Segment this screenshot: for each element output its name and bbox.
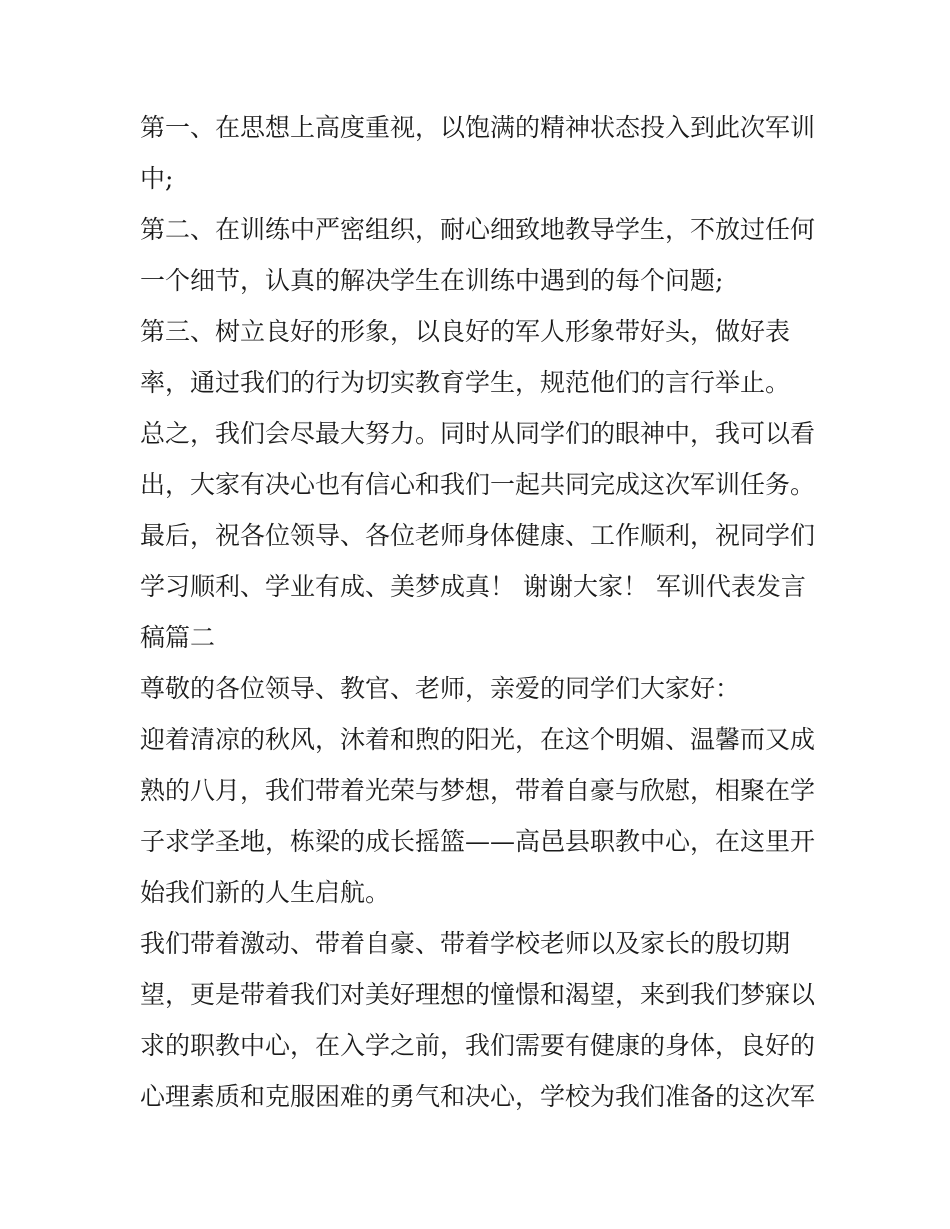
- text-line: 中;: [140, 164, 174, 193]
- text-line: 子求学圣地，栋梁的成长摇篮——高邑县职教中心，在这里开: [140, 827, 816, 856]
- text-line: 第一、在思想上高度重视，以饱满的精神状态投入到此次军训: [140, 113, 816, 142]
- text-line: 熟的八月，我们带着光荣与梦想，带着自豪与欣慰，相聚在学: [140, 776, 816, 805]
- document-body: [140, 102, 820, 1122]
- text-line: 第二、在训练中严密组织，耐心细致地教导学生，不放过任何: [140, 215, 816, 244]
- text-line: 最后，祝各位领导、各位老师身体健康、工作顺利，祝同学们: [140, 521, 816, 550]
- text-line: 第三、树立良好的形象，以良好的军人形象带好头，做好表: [140, 317, 791, 346]
- text-line: 迎着清凉的秋风，沐着和煦的阳光，在这个明媚、温馨而又成: [140, 725, 816, 754]
- text-line: 一个细节，认真的解决学生在训练中遇到的每个问题;: [140, 266, 724, 295]
- text-line: 心理素质和克服困难的勇气和决心，学校为我们准备的这次军: [140, 1082, 816, 1111]
- text-line: 望，更是带着我们对美好理想的憧憬和渴望，来到我们梦寐以: [140, 980, 816, 1009]
- text-line: 总之，我们会尽最大努力。同时从同学们的眼神中，我可以看: [140, 419, 816, 448]
- text-line: 始我们新的人生启航。: [140, 878, 391, 907]
- text-line: 稿篇二: [140, 623, 216, 652]
- text-line: 学习顺利、学业有成、美梦成真！ 谢谢大家！ 军训代表发言: [140, 572, 806, 601]
- text-line: 率，通过我们的行为切实教育学生，规范他们的言行举止。: [140, 368, 791, 397]
- text-line: 求的职教中心，在入学之前，我们需要有健康的身体，良好的: [140, 1031, 816, 1060]
- text-line: 我们带着激动、带着自豪、带着学校老师以及家长的殷切期: [140, 929, 791, 958]
- text-line: 尊敬的各位领导、教官、老师，亲爱的同学们大家好：: [140, 674, 741, 703]
- text-line: 出，大家有决心也有信心和我们一起共同完成这次军训任务。: [140, 470, 816, 499]
